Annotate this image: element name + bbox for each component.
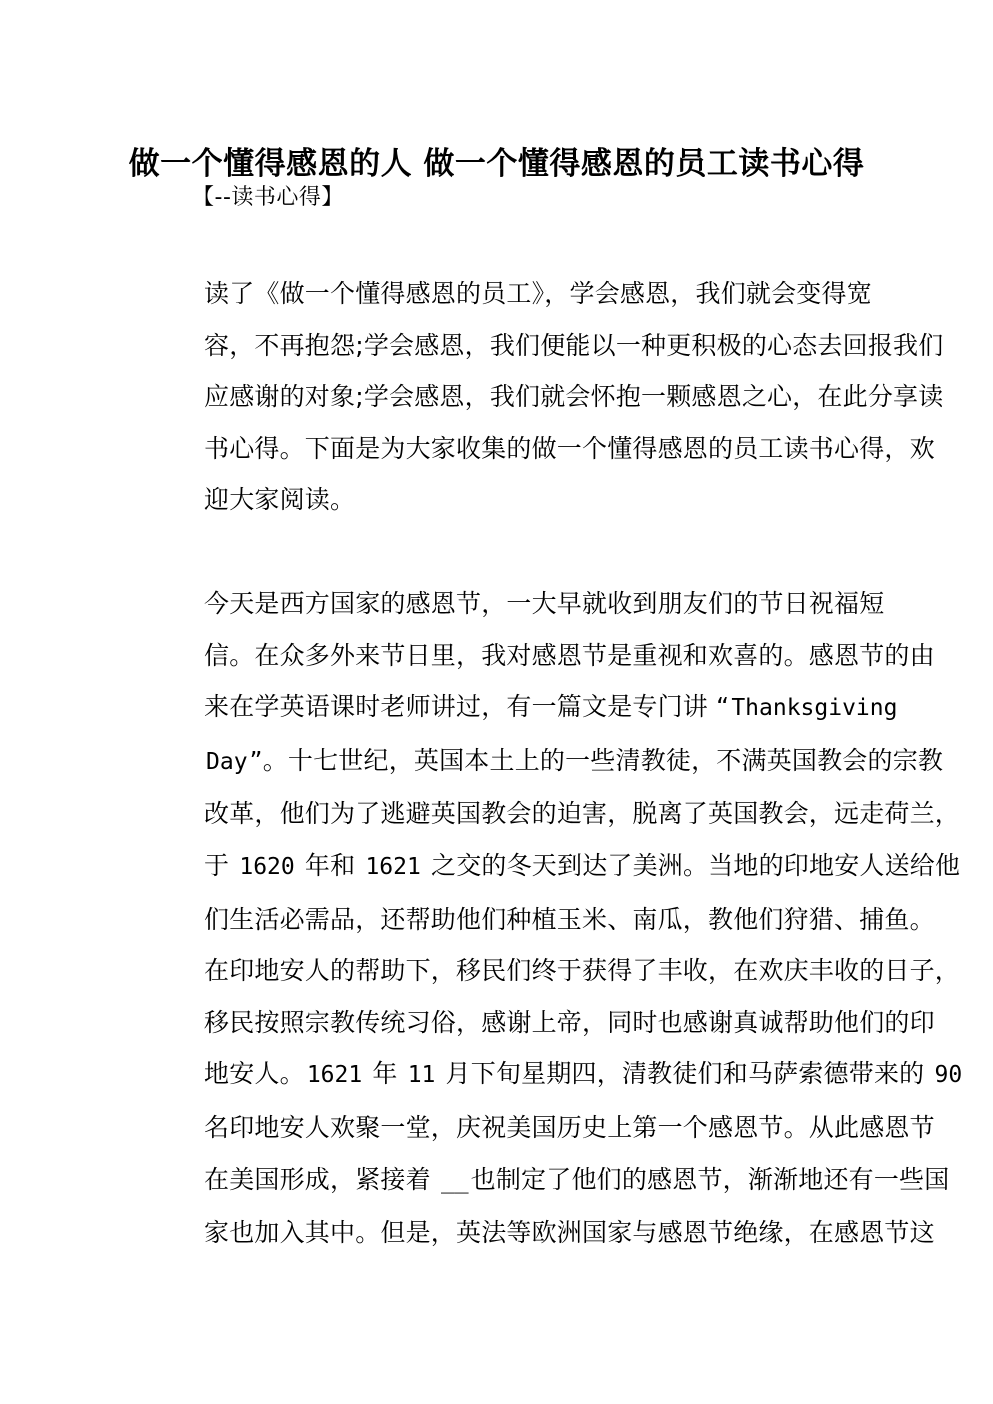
latin-text: Thanksgiving <box>731 695 898 722</box>
text-line: 名印地安人欢聚一堂，庆祝美国历史上第一个感恩节。从此感恩节 <box>204 1112 935 1142</box>
text-line: 迎大家阅读。 <box>204 485 356 515</box>
text-line: 来在学英语课时老师讲过，有一篇文是专门讲 “Thanksgiving <box>204 692 898 722</box>
text-line: 家也加入其中。但是，英法等欧洲国家与感恩节绝缘，在感恩节这 <box>204 1218 935 1248</box>
text-line: 书心得。下面是为大家收集的做一个懂得感恩的员工读书心得，欢 <box>204 433 935 463</box>
paragraph-1 <box>148 268 944 526</box>
paragraph-2 <box>148 578 963 1259</box>
text-line: 改革，他们为了逃避英国教会的迫害，脱离了英国教会，远走荷兰， <box>204 799 961 829</box>
text-line: 们生活必需品，还帮助他们种植玉米、南瓜，教他们狩猎、捕鱼。 <box>204 904 935 934</box>
text-line: 在印地安人的帮助下，移民们终于获得了丰收，在欢庆丰收的日子， <box>204 956 961 986</box>
paragraph-block-1 <box>148 268 944 526</box>
latin-text: 1621 <box>306 1062 363 1089</box>
text-line: 应感谢的对象;学会感恩，我们就会怀抱一颗感恩之心，在此分享读 <box>204 382 944 412</box>
text-line: 今天是西方国家的感恩节，一大早就收到朋友们的节日祝福短 <box>204 589 885 618</box>
text-line: 在美国形成，紧接着 __也制定了他们的感恩节，渐渐地还有一些国 <box>204 1164 950 1194</box>
page-title: 做一个懂得感恩的人 做一个懂得感恩的员工读书心得 <box>128 145 865 182</box>
latin-text: __ <box>440 1167 469 1194</box>
text-line: 于 1620 年和 1621 之交的冬天到达了美洲。当地的印地安人送给他 <box>204 850 961 880</box>
text-line: 地安人。1621 年 11 月下旬星期四，清教徒们和马萨索德带来的 90 <box>204 1059 963 1089</box>
latin-text: 90 <box>934 1062 963 1089</box>
latin-text: Day <box>206 748 248 775</box>
text-line: 读了《做一个懂得感恩的员工》，学会感恩，我们就会变得宽 <box>204 279 872 308</box>
text-line: 信。在众多外来节日里，我对感恩节是重视和欢喜的。感恩节的由 <box>204 640 935 670</box>
text-line: 移民按照宗教传统习俗，感谢上帝，同时也感谢真诚帮助他们的印 <box>204 1007 935 1037</box>
latin-text: 1620 <box>239 853 295 880</box>
paragraph-block-2 <box>148 578 963 1259</box>
text-line: 容，不再抱怨;学会感恩，我们便能以一种更积极的心态去回报我们 <box>204 330 944 360</box>
document-subtitle: 【--读书心得】 <box>192 185 344 210</box>
latin-text: 11 <box>407 1062 436 1089</box>
text-line: Day”。十七世纪，英国本土上的一些清教徒，不满英国教会的宗教 <box>206 745 944 775</box>
latin-text: 1621 <box>365 853 421 880</box>
